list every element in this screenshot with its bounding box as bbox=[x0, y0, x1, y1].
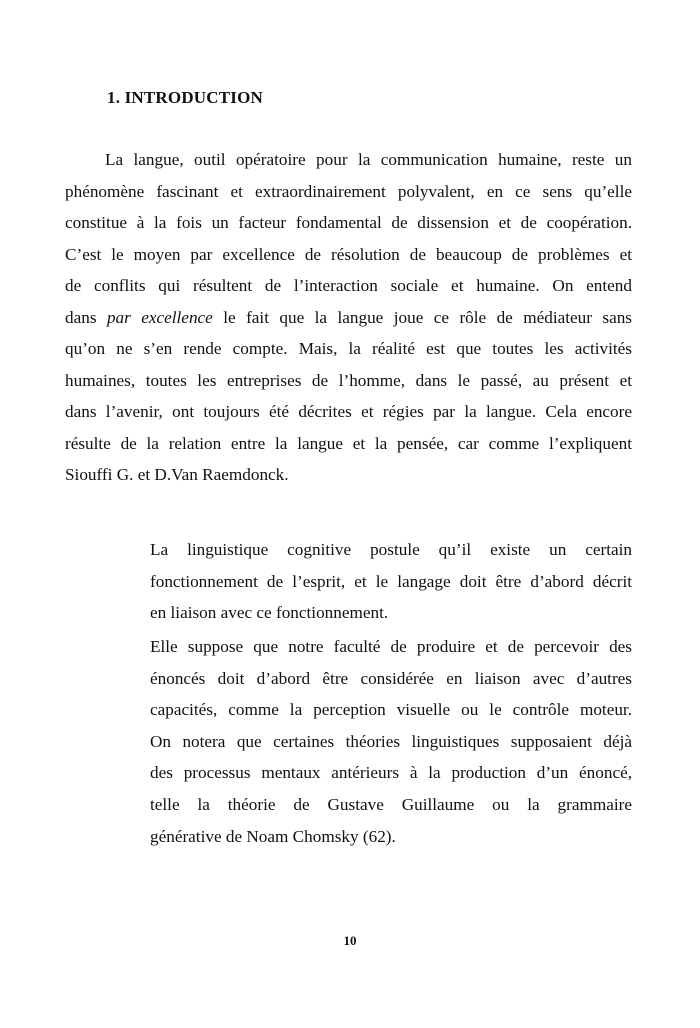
paragraph-line: résulte de la relation entre la langue et la pensée, car comme l’expliquent bbox=[65, 434, 632, 453]
quote-line: telle la théorie de Gustave Guillaume ou la grammaire bbox=[150, 795, 632, 814]
paragraph-line: qu’on ne s’en rende compte. Mais, la réalité est que toutes les activités bbox=[65, 339, 632, 358]
paragraph-line: de conflits qui résultent de l’interaction sociale et humaine. On entend bbox=[65, 276, 632, 295]
quote-line: des processus mentaux antérieurs à la production d’un énoncé, bbox=[150, 763, 632, 782]
paragraph-line: constitue à la fois un facteur fondamental de dissension et de coopération. bbox=[65, 213, 632, 232]
quote-line: générative de Noam Chomsky (62). bbox=[150, 827, 396, 846]
paragraph-line: C’est le moyen par excellence de résolution de beaucoup de problèmes et bbox=[65, 245, 632, 264]
quote-line: On notera que certaines théories linguistiques supposaient déjà bbox=[150, 732, 632, 751]
paragraph-line: Siouffi G. et D.Van Raemdonck. bbox=[65, 465, 289, 484]
page-number: 10 bbox=[343, 933, 357, 948]
quote-line: énoncés doit d’abord être considérée en liaison avec d’autres bbox=[150, 669, 632, 688]
paragraph-line: dans l’avenir, ont toujours été décrites et régies par la langue. Cela encore bbox=[65, 402, 632, 421]
text: le fait que la langue joue ce rôle de médiateur sans bbox=[212, 308, 632, 327]
emphasis-text: par excellence bbox=[106, 308, 213, 327]
quote-line: capacités, comme la perception visuelle ou le contrôle moteur. bbox=[150, 700, 632, 719]
quote-line: Elle suppose que notre faculté de produire et de percevoir des bbox=[150, 637, 632, 656]
paragraph-line bbox=[65, 308, 632, 328]
quote-line: en liaison avec ce fonctionnement. bbox=[150, 603, 389, 622]
quote-line: La linguistique cognitive postule qu’il existe un certain bbox=[150, 540, 632, 559]
quote-line: fonctionnement de l’esprit, et le langage doit être d’abord décrit bbox=[150, 572, 632, 591]
paragraph-line: La langue, outil opératoire pour la communication humaine, reste un bbox=[105, 150, 632, 169]
paragraph-line: phénomène fascinant et extraordinairement polyvalent, en ce sens qu’elle bbox=[65, 182, 632, 201]
text: dans bbox=[65, 308, 107, 327]
section-heading: 1. INTRODUCTION bbox=[107, 88, 264, 107]
paragraph-line: humaines, toutes les entreprises de l’homme, dans le passé, au présent et bbox=[65, 371, 632, 390]
